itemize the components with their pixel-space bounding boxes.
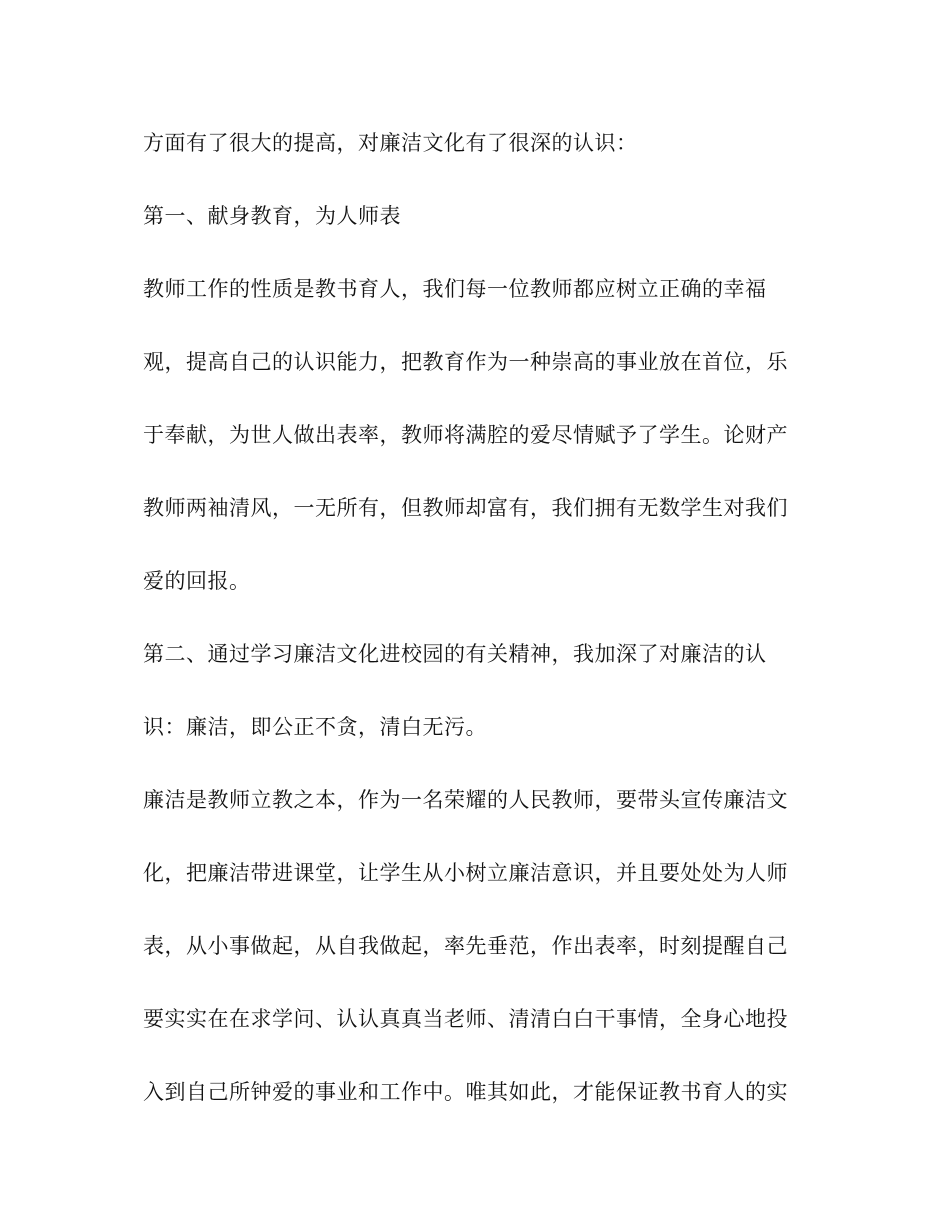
text-line: 化，把廉洁带进课堂，让学生从小树立廉洁意识，并且要处处为人师 — [143, 861, 788, 885]
section-heading-second: 第二、通过学习廉洁文化进校园的有关精神，我加深了对廉洁的认 — [143, 642, 767, 666]
text-line: 教师工作的性质是教书育人，我们每一位教师都应树立正确的幸福 — [143, 277, 767, 301]
text-line: 识：廉洁，即公正不贪，清白无污。 — [143, 715, 487, 739]
text-line: 入到自己所钟爱的事业和工作中。唯其如此，才能保证教书育人的实 — [143, 1080, 788, 1104]
text-line: 于奉献，为世人做出表率，教师将满腔的爱尽情赋予了学生。论财产 — [143, 423, 788, 447]
text-line: 教师两袖清风，一无所有，但教师却富有，我们拥有无数学生对我们 — [143, 496, 788, 520]
text-line: 表，从小事做起，从自我做起，率先垂范，作出表率，时刻提醒自己 — [143, 934, 788, 958]
text-line: 廉洁是教师立教之本，作为一名荣耀的人民教师，要带头宣传廉洁文 — [143, 788, 788, 812]
text-line: 要实实在在求学问、认认真真当老师、清清白白干事情，全身心地投 — [143, 1007, 788, 1031]
text-line: 观，提高自己的认识能力，把教育作为一种崇高的事业放在首位，乐 — [143, 350, 788, 374]
section-heading-first: 第一、献身教育，为人师表 — [143, 204, 401, 228]
text-line: 爱的回报。 — [143, 569, 251, 593]
text-line-continuation: 方面有了很大的提高，对廉洁文化有了很深的认识： — [143, 131, 638, 155]
